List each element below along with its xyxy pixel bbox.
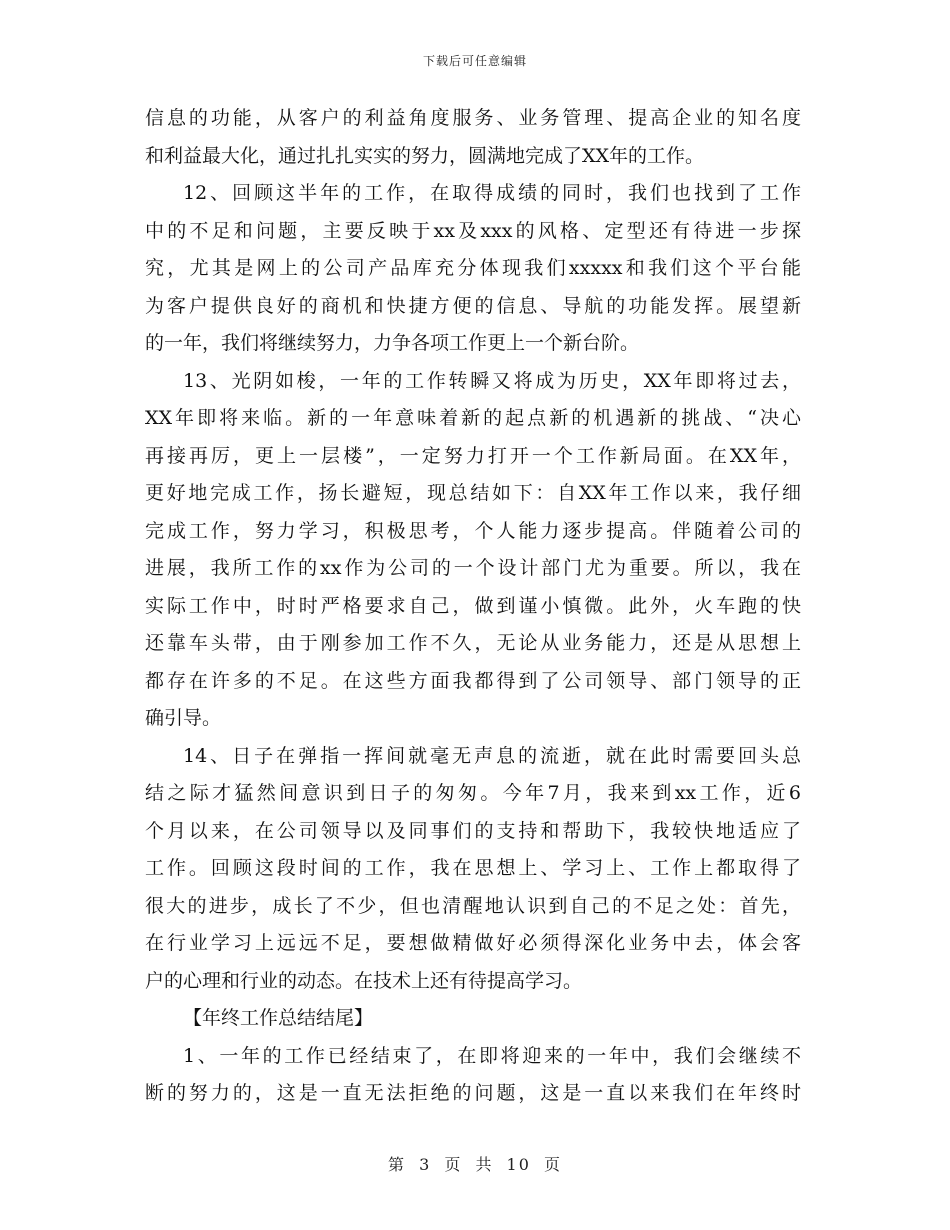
text-line: 中的不足和问题，主要反映于xx及xxx的风格、定型还有待进一步探: [145, 219, 801, 242]
text-line: 个月以来，在公司领导以及同事们的支持和帮助下，我较快地适应了: [145, 819, 801, 842]
text-line: 户的心理和行业的动态。在技术上还有待提高学习。: [145, 969, 583, 992]
text-line: 实际工作中，时时严格要求自己，做到谨小慎微。此外，火车跑的快: [145, 594, 801, 617]
text-line: 12、回顾这半年的工作，在取得成绩的同时，我们也找到了工作: [183, 182, 801, 204]
text-line: 信息的功能，从客户的利益角度服务、业务管理、提高企业的知名度: [145, 107, 801, 129]
text-line: 13、光阴如梭，一年的工作转瞬又将成为历史，XX年即将过去，: [183, 369, 801, 392]
text-line: XX年即将来临。新的一年意味着新的起点新的机遇新的挑战、“决心: [145, 407, 801, 429]
text-line: 和利益最大化，通过扎扎实实的努力，圆满地完成了XX年的工作。: [145, 144, 705, 167]
text-line: 断的努力的，这是一直无法拒绝的问题，这是一直以来我们在年终时: [145, 1082, 801, 1104]
page-number-footer: 第 3 页 共 10 页: [388, 1155, 562, 1174]
text-line: 结之际才猛然间意识到日子的匆匆。今年7月，我来到xx工作，近6: [145, 782, 801, 804]
text-line: 工作。回顾这段时间的工作，我在思想上、学习上、工作上都取得了: [145, 857, 801, 879]
text-line: 1、一年的工作已经结束了，在即将迎来的一年中，我们会继续不: [183, 1044, 801, 1067]
text-line: 进展，我所工作的xx作为公司的一个设计部门尤为重要。所以，我在: [145, 557, 801, 579]
text-line: 很大的进步，成长了不少，但也清醒地认识到自己的不足之处：首先，: [145, 894, 801, 917]
text-line: 都存在许多的不足。在这些方面我都得到了公司领导、部门领导的正: [145, 669, 801, 692]
text-line: 14、日子在弹指一挥间就毫无声息的流逝，就在此时需要回头总: [183, 744, 801, 767]
text-line: 为客户提供良好的商机和快捷方便的信息、导航的功能发挥。展望新: [145, 294, 801, 317]
text-line: 再接再厉，更上一层楼”，一定努力打开一个工作新局面。在XX年，: [145, 444, 801, 467]
page-header: 下载后可任意编辑: [422, 54, 527, 68]
document-body: [145, 100, 801, 1113]
text-line: 在行业学习上远远不足，要想做精做好必须得深化业务中去，体会客: [145, 932, 801, 954]
text-line: 还靠车头带，由于刚参加工作不久，无论从业务能力，还是从思想上: [145, 632, 801, 654]
text-line: 更好地完成工作，扬长避短，现总结如下：自XX年工作以来，我仔细: [145, 482, 801, 504]
text-line: 究，尤其是网上的公司产品库充分体现我们xxxxx和我们这个平台能: [145, 257, 801, 279]
text-line: 完成工作，努力学习，积极思考，个人能力逐步提高。伴随着公司的: [145, 519, 801, 542]
text-line: 确引导。: [145, 707, 222, 729]
text-line: 的一年，我们将继续努力，力争各项工作更上一个新台阶。: [145, 332, 640, 354]
text-line: 【年终工作总结结尾】: [183, 1007, 374, 1029]
